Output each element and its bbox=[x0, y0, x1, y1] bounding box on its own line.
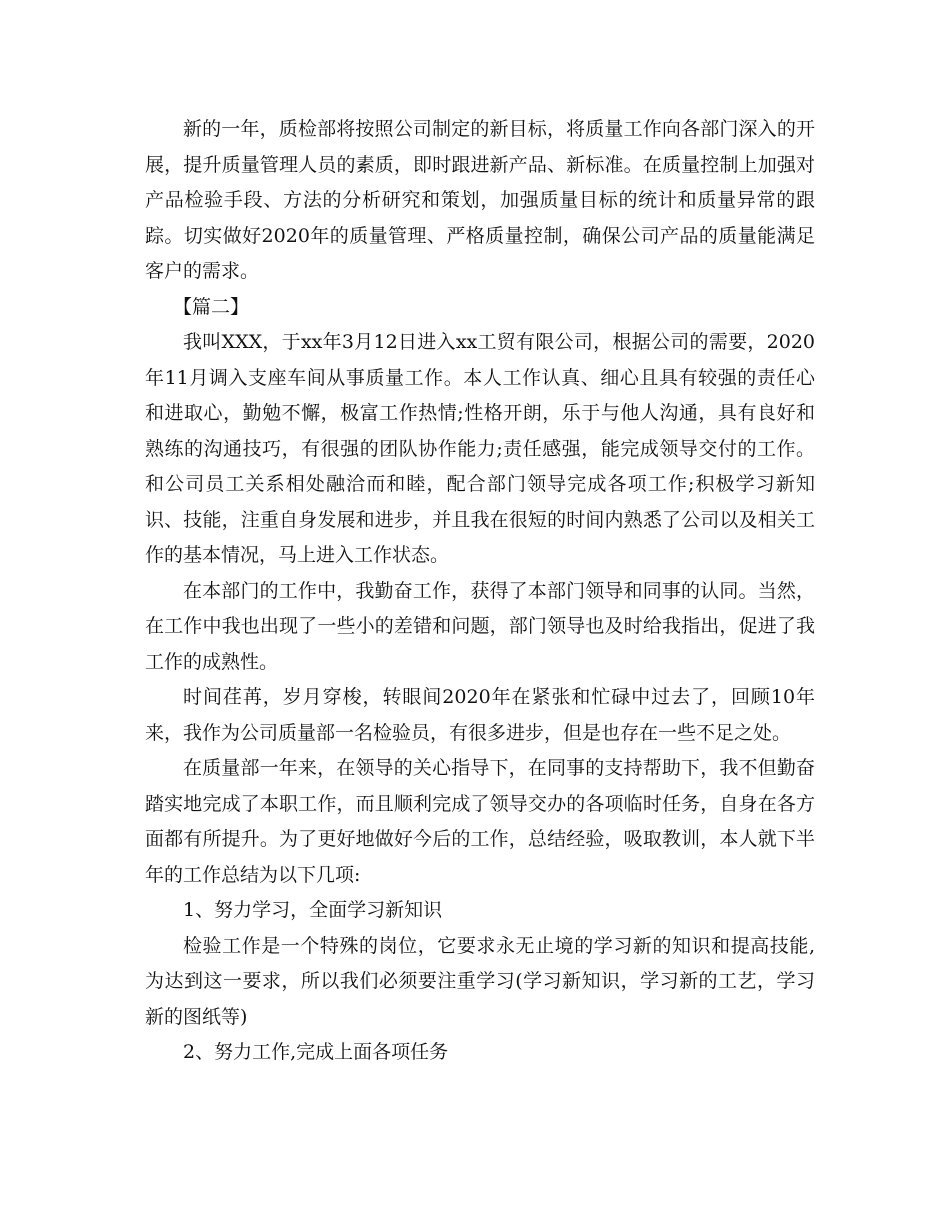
list-item-work-hard: 2、努力工作,完成上面各项任务 bbox=[183, 1041, 449, 1063]
list-item-study: 1、努力学习，全面学习新知识 bbox=[183, 899, 443, 921]
paragraph-year-review: 时间荏苒，岁月穿梭，转眼间2020年在紧张和忙碌中过去了，回顾10年来，我作为公司质量部一名检验员，有很多进步，但是也存在一些不足之处。 bbox=[145, 686, 815, 744]
paragraph-department-work: 在本部门的工作中，我勤奋工作，获得了本部门领导和同事的认同。当然，在工作中我也出现了一些小的差错和问题，部门领导也及时给我指出，促进了我工作的成熟性。 bbox=[145, 579, 815, 673]
paragraph-summary-intro: 在质量部一年来，在领导的关心指导下，在同事的支持帮助下，我不但勤奋踏实地完成了本职工作，而且顺利完成了领导交办的各项临时任务，自身在各方面都有所提升。为了更好地做好今后的工作，总结经验，吸取教训，本人就下半年的工作总结为以下几项: bbox=[145, 757, 815, 886]
section-heading-part-two: 【篇二】 bbox=[173, 295, 250, 318]
paragraph-quality-plan: 新的一年，质检部将按照公司制定的新目标，将质量工作向各部门深入的开展，提升质量管理人员的素质，即时跟进新产品、新标准。在质量控制上加强对产品检验手段、方法的分析研究和策划，加强质量目标的统计和质量异常的跟踪。切实做好2020年的质量管理、严格质量控制，确保公司产品的质量能满足客户的需求。 bbox=[145, 118, 815, 282]
paragraph-self-introduction: 我叫XXX，于xx年3月12日进入xx工贸有限公司，根据公司的需要，2020年11月调入支座车间从事质量工作。本人工作认真、细心且具有较强的责任心和进取心，勤勉不懈，极富工作热情;性格开朗，乐于与他人沟通，具有良好和熟练的沟通技巧，有很强的团队协作能力;责任感强，能完成领导交付的工作。和公司员工关系相处融洽而和睦，配合部门领导完成各项工作;积极学习新知识、技能，注重自身发展和进步，并且我在很短的时间内熟悉了公司以及相关工作的基本情况，马上进入工作状态。 bbox=[145, 331, 815, 566]
document-body bbox=[145, 112, 815, 1071]
paragraph-inspection-work: 检验工作是一个特殊的岗位，它要求永无止境的学习新的知识和提高技能,为达到这一要求，所以我们必须要注重学习(学习新知识，学习新的工艺，学习新的图纸等) bbox=[145, 934, 815, 1028]
